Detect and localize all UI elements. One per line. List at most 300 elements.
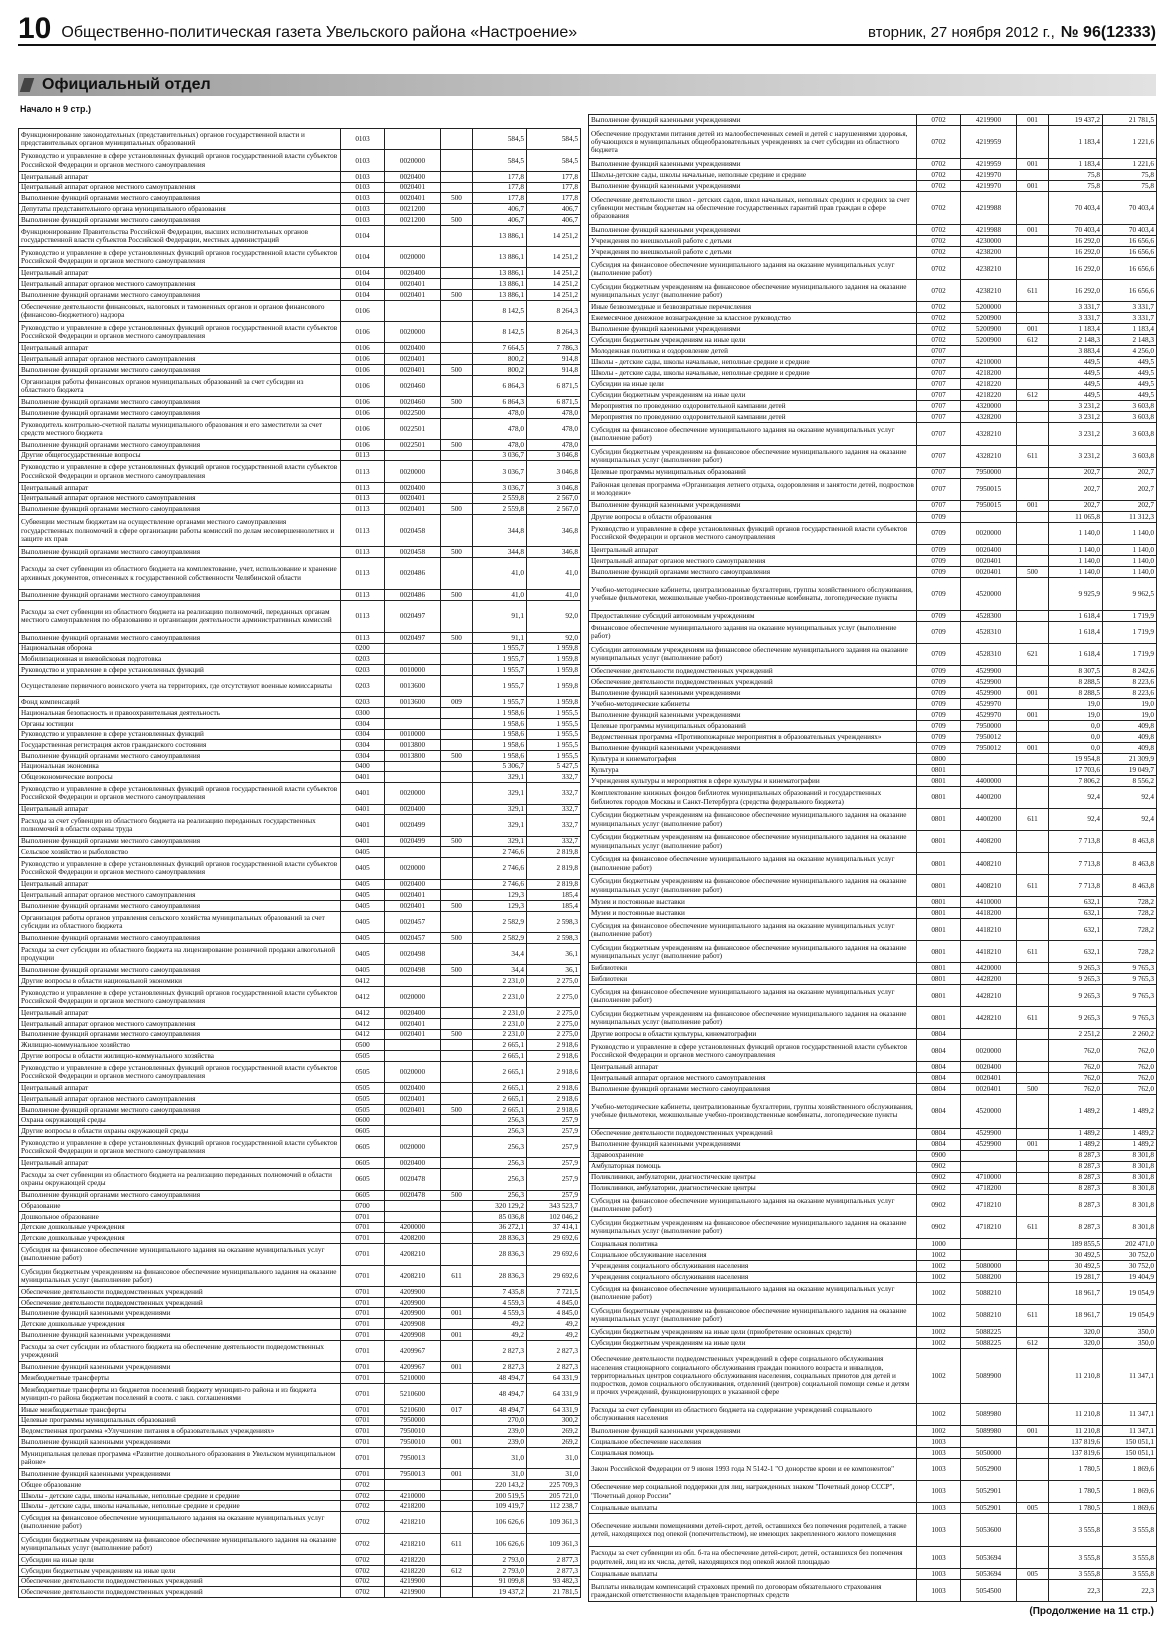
expense-type: 001 [1017, 1425, 1049, 1436]
section-code: 0103 [341, 214, 385, 225]
budget-row [19, 364, 581, 375]
section-code: 1003 [917, 1436, 961, 1447]
amount-2013: 2 582,9 [473, 911, 527, 932]
budget-row [19, 343, 581, 354]
amount-2013: 584,5 [473, 150, 527, 171]
section-code: 0801 [917, 853, 961, 875]
amount-2014: 8 264,3 [527, 300, 581, 321]
section-code: 0702 [917, 324, 961, 335]
expense-type [441, 1083, 473, 1094]
amount-2013: 1 140,0 [1049, 544, 1103, 555]
section-code: 0702 [917, 280, 961, 302]
amount-2014: 16 656,6 [1103, 258, 1157, 280]
budget-row [19, 1158, 581, 1169]
item-name: Руководство и управление в сфере установленных функций [19, 665, 341, 676]
section-code: 0804 [917, 1084, 961, 1095]
section-code: 0701 [341, 1297, 385, 1308]
expense-type [441, 1244, 473, 1265]
expense-type [441, 708, 473, 719]
amount-2013: 2 665,1 [473, 1083, 527, 1094]
amount-2014: 11 347,1 [1103, 1403, 1157, 1425]
section-code: 0804 [917, 1128, 961, 1139]
budget-row [19, 246, 581, 267]
item-name: Ведомственная программа «Улучшение питания в образовательных учреждениях» [19, 1426, 341, 1437]
target-code: 0020400 [385, 1158, 441, 1169]
target-code: 0020401 [385, 182, 441, 193]
expense-type [441, 1222, 473, 1233]
section-code: 0605 [341, 1158, 385, 1169]
amount-2013: 1 955,7 [473, 665, 527, 676]
section-code: 0701 [341, 1233, 385, 1244]
section-code: 0709 [917, 544, 961, 555]
target-code: 5052901 [961, 1481, 1017, 1503]
amount-2013: 48 494,7 [473, 1404, 527, 1415]
expense-type [441, 343, 473, 354]
budget-row [19, 1190, 581, 1201]
expense-type [441, 815, 473, 836]
item-name: Выполнение функций органами местного самоуправления [19, 547, 341, 558]
budget-row [19, 1372, 581, 1383]
item-name: Выполнение функций органами местного самоуправления [19, 1190, 341, 1201]
amount-2013: 2 148,3 [1049, 335, 1103, 346]
amount-2013: 406,7 [473, 204, 527, 215]
item-name: Осуществление первичного воинского учета на территориях, где отсутствуют военные комиссариаты [19, 675, 341, 696]
budget-row [589, 1238, 1157, 1249]
amount-2014: 8 301,8 [1103, 1216, 1157, 1238]
section-code: 0113 [341, 557, 385, 589]
target-code: 4208200 [385, 1233, 441, 1244]
amount-2013: 9 925,9 [1049, 577, 1103, 610]
amount-2014: 3 331,7 [1103, 302, 1157, 313]
budget-row [589, 919, 1157, 941]
amount-2013: 8 287,3 [1049, 1216, 1103, 1238]
expense-type [441, 246, 473, 267]
target-code: 4209900 [385, 1287, 441, 1298]
section-code: 0700 [341, 1201, 385, 1212]
item-name: Функционирование Правительства Российской Федерации, высших исполнительных органов государственной власти субъектов Российской Федерации, местных администраций [19, 225, 341, 246]
amount-2014: 75,8 [1103, 181, 1157, 192]
target-code: 0020401 [385, 364, 441, 375]
amount-2014: 4 845,0 [527, 1308, 581, 1319]
amount-2013: 762,0 [1049, 1084, 1103, 1095]
budget-row [19, 697, 581, 708]
item-name: Субсидии бюджетным учреждениям на иные цели [589, 390, 917, 401]
target-code [961, 511, 1017, 522]
budget-row [19, 858, 581, 879]
budget-row [19, 1297, 581, 1308]
section-code: 0701 [341, 1265, 385, 1286]
newspaper-name: Общественно-политическая газета Увельского района «Настроение» [61, 24, 578, 41]
expense-type [1017, 753, 1049, 764]
expense-type [441, 1126, 473, 1137]
item-name: Выполнение функций казенными учреждениями [589, 1425, 917, 1436]
amount-2013: 1 618,4 [1049, 643, 1103, 665]
expense-type [441, 515, 473, 547]
section-code: 0709 [917, 742, 961, 753]
budget-row [589, 1073, 1157, 1084]
amount-2013: 2 231,0 [473, 986, 527, 1007]
target-code: 4200000 [385, 1222, 441, 1233]
target-code: 4218220 [961, 390, 1017, 401]
amount-2013: 129,3 [473, 890, 527, 901]
amount-2014: 1 183,4 [1103, 324, 1157, 335]
expense-type [441, 1512, 473, 1533]
expense-type [441, 1008, 473, 1019]
budget-row [589, 831, 1157, 853]
target-code: 4208210 [385, 1265, 441, 1286]
budget-row [19, 1383, 581, 1404]
section-code: 0804 [917, 1062, 961, 1073]
item-name: Учреждения по внешкольной работе с детьми [589, 236, 917, 247]
section-code: 0405 [341, 901, 385, 912]
amount-2014: 8 301,8 [1103, 1194, 1157, 1216]
budget-row [589, 1194, 1157, 1216]
budget-row [589, 1183, 1157, 1194]
item-name: Выполнение функций казенными учреждениями [589, 687, 917, 698]
section-code: 0709 [917, 621, 961, 643]
budget-row [19, 375, 581, 396]
section-code: 0702 [341, 1565, 385, 1576]
target-code: 7950010 [385, 1437, 441, 1448]
item-name: Социальная помощь [589, 1447, 917, 1458]
amount-2013: 800,2 [473, 354, 527, 365]
budget-row [589, 1459, 1157, 1481]
expense-type [1017, 511, 1049, 522]
amount-2014: 257,9 [527, 1190, 581, 1201]
amount-2014: 409,8 [1103, 720, 1157, 731]
item-name: Школы - детские сады, школы начальные, неполные средние и средние [19, 1490, 341, 1501]
budget-row [19, 150, 581, 171]
budget-row [589, 324, 1157, 335]
item-name: Музеи и постоянные выставки [589, 908, 917, 919]
budget-row [19, 1319, 581, 1330]
item-name: Выполнение функций органами местного самоуправления [19, 504, 341, 515]
item-name: Субсидии бюджетным учреждениям на иные цели [589, 335, 917, 346]
expense-type: 611 [1017, 1304, 1049, 1326]
expense-type [441, 171, 473, 182]
expense-type [441, 150, 473, 171]
target-code: 4408210 [961, 853, 1017, 875]
budget-row [589, 963, 1157, 974]
section-code: 0702 [917, 181, 961, 192]
budget-row [589, 1249, 1157, 1260]
section-code: 0203 [341, 697, 385, 708]
budget-row [589, 368, 1157, 379]
expense-type [441, 375, 473, 396]
budget-row [19, 1533, 581, 1554]
amount-2014: 1 221,6 [1103, 126, 1157, 159]
section-code: 0702 [917, 236, 961, 247]
target-code: 4210000 [385, 1490, 441, 1501]
amount-2014: 19,0 [1103, 709, 1157, 720]
budget-row [589, 1172, 1157, 1183]
amount-2014: 19 054,9 [1103, 1282, 1157, 1304]
amount-2014: 1 719,9 [1103, 643, 1157, 665]
amount-2013: 11 210,8 [1049, 1403, 1103, 1425]
budget-row [19, 965, 581, 976]
amount-2013: 1 958,6 [473, 718, 527, 729]
expense-type [441, 654, 473, 665]
budget-row [589, 159, 1157, 170]
target-code: 0020000 [961, 1040, 1017, 1062]
item-name: Руководство и управление в сфере установленных функций органов государственной власти субъектов Российской Федерации и органов местного самоуправления [19, 858, 341, 879]
amount-2013: 256,3 [473, 1136, 527, 1157]
budget-row [589, 445, 1157, 467]
budget-row [19, 976, 581, 987]
target-code: 4320000 [961, 401, 1017, 412]
amount-2013: 239,0 [473, 1426, 527, 1437]
amount-2014: 269,2 [527, 1437, 581, 1448]
section-code: 0702 [917, 192, 961, 225]
section-code: 0702 [341, 1512, 385, 1533]
budget-row [589, 1062, 1157, 1073]
expense-type: 500 [441, 633, 473, 644]
expense-type [441, 1587, 473, 1598]
expense-type [441, 847, 473, 858]
amount-2013: 31,0 [473, 1469, 527, 1480]
expense-type [1017, 1249, 1049, 1260]
amount-2014: 41,0 [527, 557, 581, 589]
item-name: Выполнение функций органами местного самоуправления [19, 590, 341, 601]
item-name: Учебно-методические кабинеты, централизованные бухгалтерии, группы хозяйственного обслуживания, учебные фильмотеки, межшкольные учебно-производственные комбинаты, логопедические пункты [589, 1095, 917, 1128]
amount-2013: 1 958,6 [473, 729, 527, 740]
section-code: 0701 [341, 1222, 385, 1233]
target-code: 4408200 [961, 831, 1017, 853]
target-code: 7950012 [961, 731, 1017, 742]
item-name: Национальная безопасность и правоохранительная деятельность [19, 708, 341, 719]
item-name: Другие вопросы в области жилищно-коммунального хозяйства [19, 1051, 341, 1062]
amount-2014: 19 049,7 [1103, 764, 1157, 775]
item-name: Выполнение функций органами местного самоуправления [19, 750, 341, 761]
budget-row [589, 687, 1157, 698]
target-code: 0020497 [385, 600, 441, 632]
target-code: 4238210 [961, 280, 1017, 302]
amount-2014: 1 221,6 [1103, 159, 1157, 170]
amount-2014: 64 331,9 [527, 1404, 581, 1415]
amount-2013: 632,1 [1049, 919, 1103, 941]
item-name: Центральный аппарат [19, 1158, 341, 1169]
amount-2013: 8 287,3 [1049, 1161, 1103, 1172]
budget-row [19, 901, 581, 912]
item-name: Центральный аппарат [589, 544, 917, 555]
section-code: 0701 [341, 1383, 385, 1404]
budget-row [589, 313, 1157, 324]
item-name: Центральный аппарат органов местного самоуправления [19, 890, 341, 901]
budget-row [589, 1260, 1157, 1271]
target-code: 4219970 [961, 170, 1017, 181]
item-name: Общеэкономические вопросы [19, 772, 341, 783]
target-code: 0020401 [385, 901, 441, 912]
budget-row [589, 1348, 1157, 1403]
target-code: 0020401 [961, 566, 1017, 577]
target-code: 0020000 [385, 150, 441, 171]
section-code: 0801 [917, 787, 961, 809]
section-code: 0106 [341, 397, 385, 408]
expense-type [1017, 1403, 1049, 1425]
section-code: 0709 [917, 610, 961, 621]
item-name: Социальные выплаты [589, 1569, 917, 1580]
target-code: 0020401 [385, 354, 441, 365]
amount-2014: 75,8 [1103, 170, 1157, 181]
expense-type [441, 204, 473, 215]
target-code: 0020460 [385, 397, 441, 408]
expense-type: 001 [441, 1362, 473, 1373]
target-code: 4219900 [385, 1587, 441, 1598]
amount-2014: 14 251,2 [527, 225, 581, 246]
target-code: 5053600 [961, 1514, 1017, 1547]
section-header-bar [18, 74, 1156, 96]
amount-2014: 22,3 [1103, 1580, 1157, 1602]
target-code: 0020000 [385, 858, 441, 879]
budget-row [19, 643, 581, 654]
amount-2013: 8 288,5 [1049, 676, 1103, 687]
target-code: 4219900 [961, 115, 1017, 126]
budget-row [19, 729, 581, 740]
amount-2013: 2 665,1 [473, 1104, 527, 1115]
target-code [961, 1238, 1017, 1249]
section-code: 0401 [341, 836, 385, 847]
target-code [385, 654, 441, 665]
expense-type [1017, 258, 1049, 280]
section-code: 1002 [917, 1249, 961, 1260]
section-code: 0701 [341, 1404, 385, 1415]
amount-2014: 21 781,5 [1103, 115, 1157, 126]
amount-2014: 728,2 [1103, 908, 1157, 919]
amount-2014: 1 140,0 [1103, 555, 1157, 566]
budget-row [19, 1565, 581, 1576]
section-code: 0707 [917, 423, 961, 445]
budget-row [19, 1437, 581, 1448]
item-name: Дошкольное образование [19, 1211, 341, 1222]
amount-2014: 16 656,6 [1103, 247, 1157, 258]
target-code: 0020401 [385, 493, 441, 504]
amount-2013: 2 665,1 [473, 1061, 527, 1082]
item-name: Расходы за счет субсидии из областного бюджета на лицензирование розничной продажи алкогольной продукции [19, 943, 341, 964]
section-code: 1002 [917, 1326, 961, 1337]
amount-2013: 632,1 [1049, 908, 1103, 919]
section-code: 0902 [917, 1216, 961, 1238]
amount-2014: 343 523,7 [527, 1201, 581, 1212]
item-name: Центральный аппарат органов местного самоуправления [19, 279, 341, 290]
expense-type: 500 [441, 1104, 473, 1115]
expense-type: 005 [1017, 1503, 1049, 1514]
expense-type: 612 [1017, 390, 1049, 401]
amount-2013: 320 129,2 [473, 1201, 527, 1212]
amount-2014: 1 955,5 [527, 718, 581, 729]
target-code: 4218220 [385, 1555, 441, 1566]
item-name: Руководство и управление в сфере установленных функций органов государственной власти субъектов Российской Федерации и органов местного самоуправления [589, 1040, 917, 1062]
item-name: Социальное обеспечение населения [589, 1436, 917, 1447]
amount-2013: 129,3 [473, 901, 527, 912]
amount-2013: 9 265,3 [1049, 963, 1103, 974]
target-code [961, 1161, 1017, 1172]
amount-2014: 1 955,5 [527, 729, 581, 740]
section-code: 0106 [341, 439, 385, 450]
target-code: 4328200 [961, 412, 1017, 423]
item-name: Субсидии бюджетным учреждениям на иные цели [19, 1565, 341, 1576]
amount-2013: 2 559,8 [473, 493, 527, 504]
amount-2014: 8 264,3 [527, 322, 581, 343]
item-name: Выполнение функций органами местного самоуправления [19, 1104, 341, 1115]
section-code: 0707 [917, 412, 961, 423]
budget-row [19, 1094, 581, 1105]
expense-type [1017, 1073, 1049, 1084]
expense-type: 500 [441, 397, 473, 408]
amount-2013: 91,1 [473, 600, 527, 632]
target-code: 5080000 [961, 1260, 1017, 1271]
amount-2014: 1 955,5 [527, 708, 581, 719]
target-code: 0013800 [385, 750, 441, 761]
amount-2014: 112 238,7 [527, 1501, 581, 1512]
budget-row [589, 1425, 1157, 1436]
section-code: 0103 [341, 182, 385, 193]
amount-2013: 1 955,7 [473, 643, 527, 654]
target-code: 0020457 [385, 911, 441, 932]
section-code: 0709 [917, 731, 961, 742]
amount-2014: 1 959,8 [527, 665, 581, 676]
target-code: 4529970 [961, 709, 1017, 720]
section-code: 0707 [917, 478, 961, 500]
amount-2013: 28 836,3 [473, 1233, 527, 1244]
amount-2014: 202 471,0 [1103, 1238, 1157, 1249]
budget-row [589, 390, 1157, 401]
budget-row [19, 675, 581, 696]
amount-2013: 48 494,7 [473, 1372, 527, 1383]
amount-2014: 257,9 [527, 1169, 581, 1190]
item-name: Выполнение функций казенными учреждениями [589, 324, 917, 335]
expense-type [441, 461, 473, 482]
item-name: Детские дошкольные учреждения [19, 1222, 341, 1233]
target-code: 0010000 [385, 729, 441, 740]
item-name: Выполнение функций органами местного самоуправления [19, 933, 341, 944]
expense-type: 500 [441, 933, 473, 944]
target-code: 4528310 [961, 621, 1017, 643]
budget-row [19, 129, 581, 150]
target-code: 0020000 [385, 1136, 441, 1157]
budget-row [19, 1061, 581, 1082]
expense-type [1017, 1580, 1049, 1602]
expense-type [1017, 1238, 1049, 1249]
section-code: 0702 [341, 1490, 385, 1501]
target-code: 0020400 [385, 482, 441, 493]
section-code: 0113 [341, 482, 385, 493]
budget-row [19, 397, 581, 408]
expense-type [1017, 1348, 1049, 1403]
amount-2013: 344,8 [473, 547, 527, 558]
amount-2014: 1 140,0 [1103, 522, 1157, 544]
amount-2013: 256,3 [473, 1169, 527, 1190]
section-code: 1000 [917, 1238, 961, 1249]
item-name: Молодежная политика и оздоровление детей [589, 346, 917, 357]
amount-2013: 2 793,0 [473, 1565, 527, 1576]
target-code: 0020000 [385, 322, 441, 343]
expense-type [1017, 610, 1049, 621]
amount-2013: 17 703,6 [1049, 764, 1103, 775]
section-code: 0707 [917, 346, 961, 357]
amount-2013: 632,1 [1049, 941, 1103, 963]
target-code [385, 1480, 441, 1491]
target-code: 0020498 [385, 943, 441, 964]
target-code [385, 1126, 441, 1137]
section-code: 0709 [917, 555, 961, 566]
amount-2014: 1 959,8 [527, 643, 581, 654]
expense-type: 500 [441, 836, 473, 847]
section-code: 0412 [341, 1019, 385, 1030]
amount-2013: 1 183,4 [1049, 159, 1103, 170]
budget-row [19, 665, 581, 676]
item-name: Обеспечение продуктами питания детей из малообеспеченных семей и детей с нарушениями здоровья, обучающихся в муниципальных общеобразовательных учреждениях за счет субсидии из областного бюджета [589, 126, 917, 159]
amount-2013: 5 306,7 [473, 761, 527, 772]
